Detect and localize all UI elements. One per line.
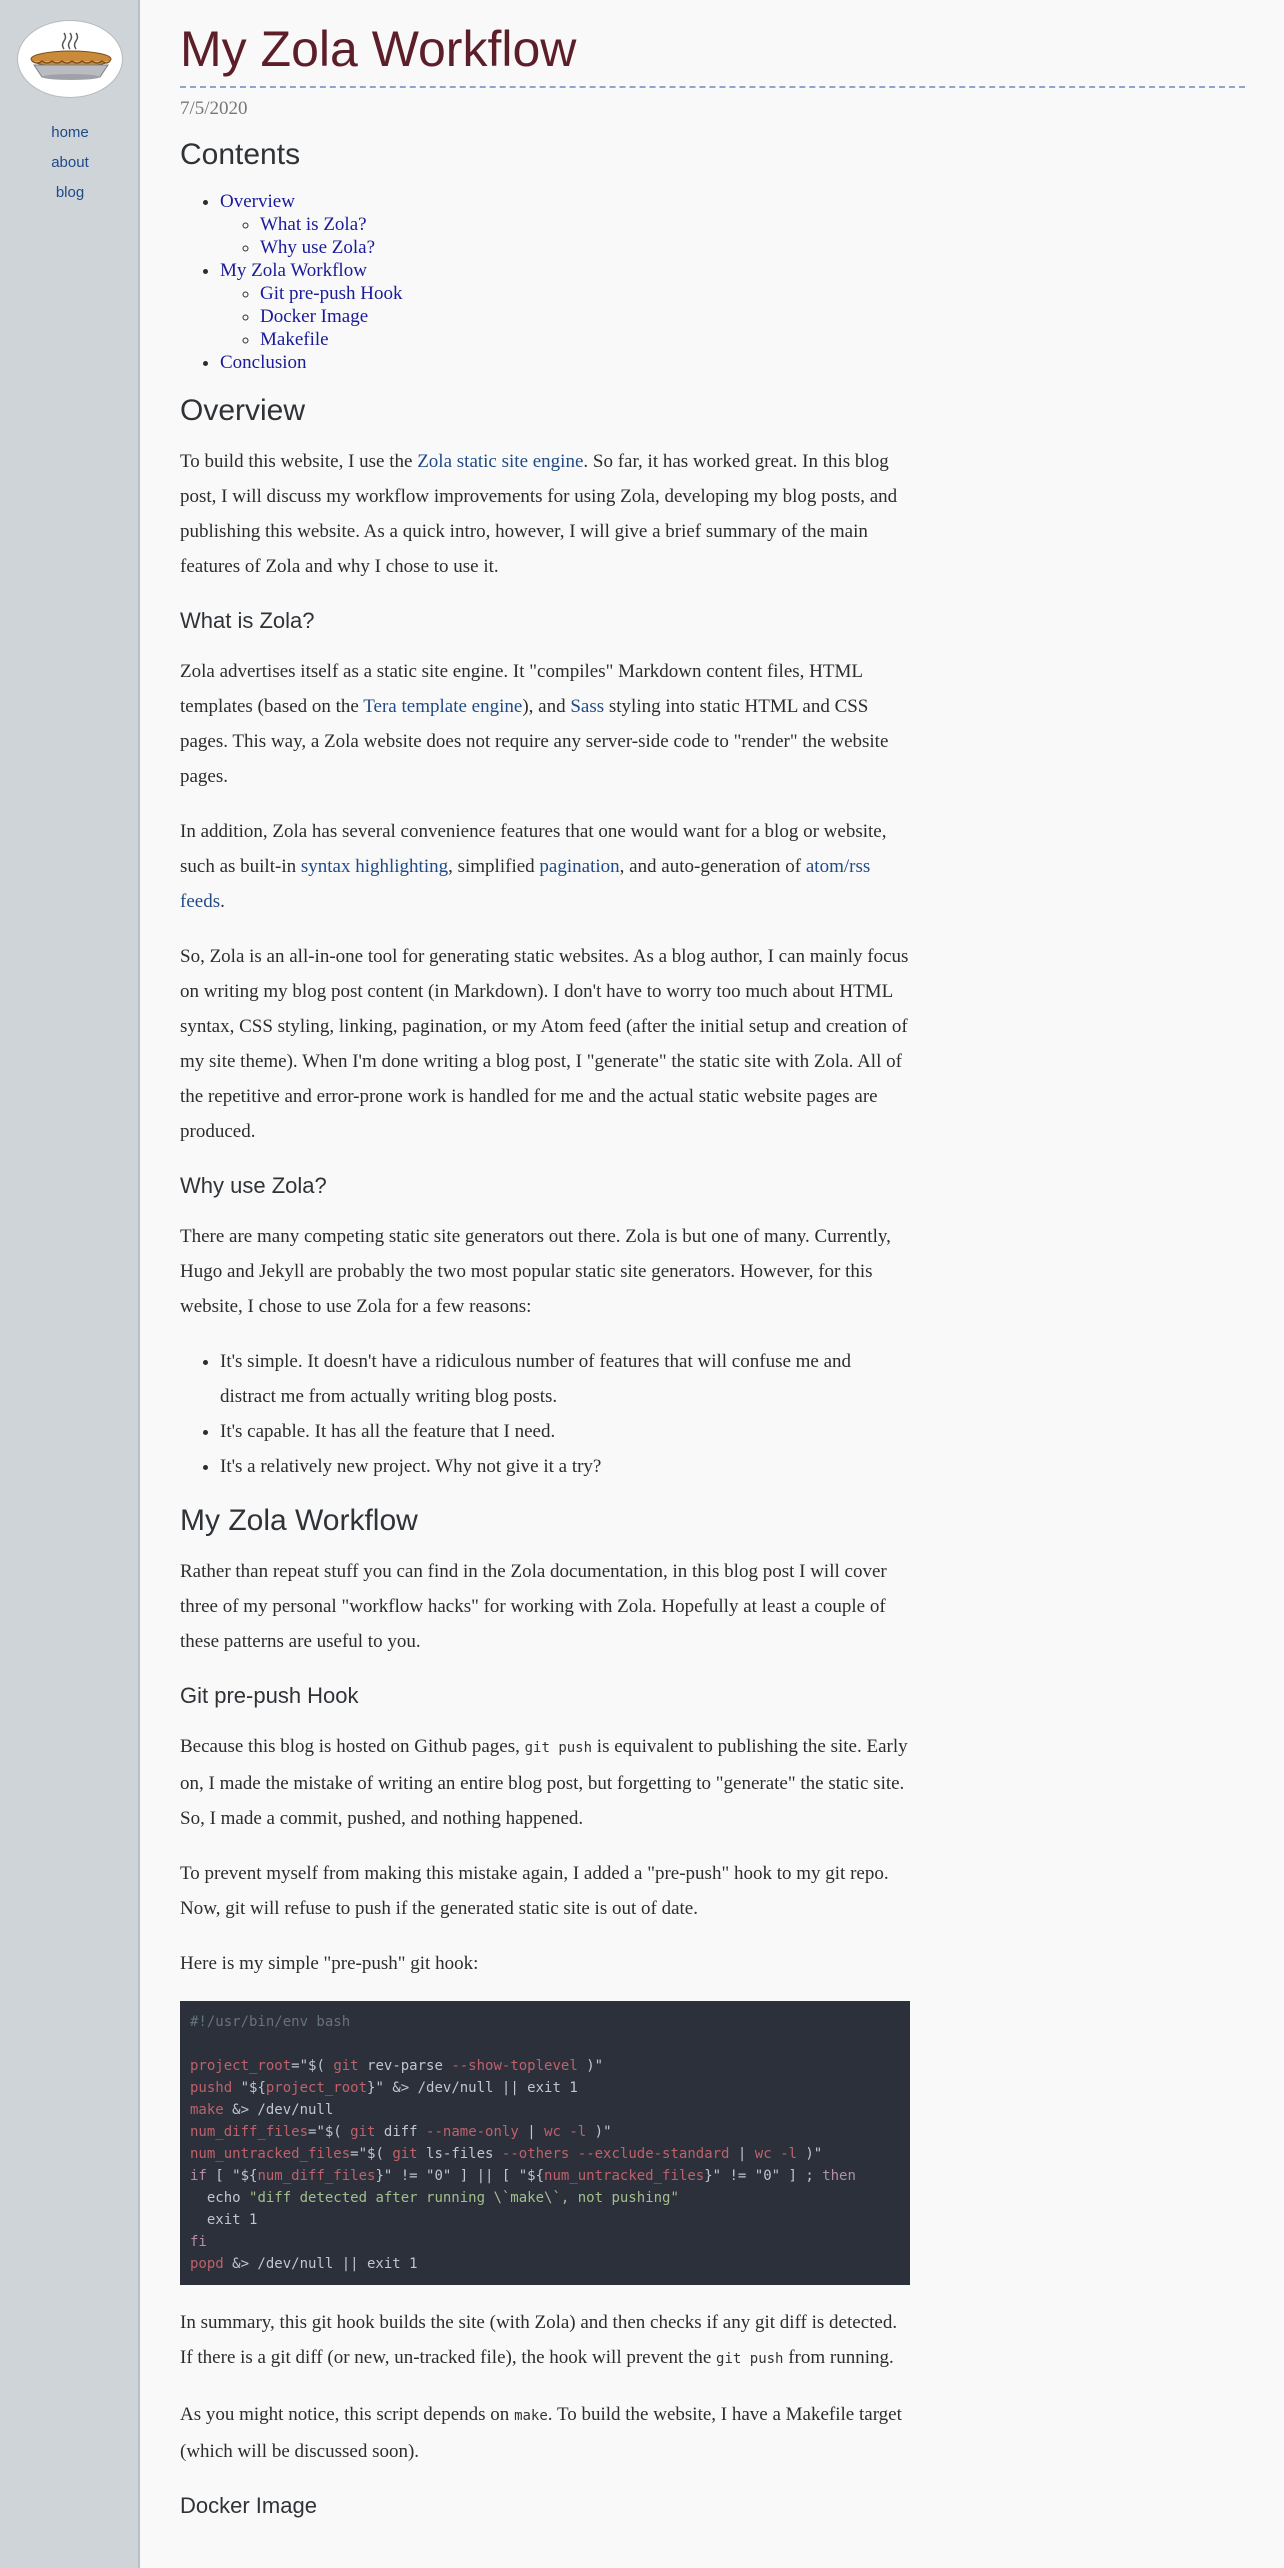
inline-code: make — [514, 2408, 548, 2424]
atom-rss-feeds-link[interactable]: atom/rss feeds — [180, 856, 871, 912]
pagination-link[interactable]: pagination — [539, 856, 620, 877]
toc-link-conclusion[interactable]: Conclusion — [220, 352, 307, 373]
git-hook-paragraph-5: As you might notice, this script depends on make. To build the website, I have a Makefile target (which will be discussed soon). — [180, 2404, 902, 2462]
post-content — [180, 0, 1245, 2519]
article-body — [180, 394, 910, 2519]
overview-paragraph: To build this website, I use the Zola static site engine. So far, it has worked great. In this blog post, I will discuss my workflow improvements for using Zola, developing my blog posts, and publishing this website. As a quick intro, however, I will give a brief summary of the main features of Zola and why I chose to use it. — [180, 451, 898, 577]
why-use-zola-heading: Why use Zola? — [180, 1173, 327, 1198]
inline-code: git push — [716, 2351, 784, 2367]
reasons-list — [180, 1344, 910, 1484]
git-hook-heading: Git pre-push Hook — [180, 1683, 359, 1708]
sidebar — [0, 0, 140, 2568]
git-hook-paragraph-3: Here is my simple "pre-push" git hook: — [180, 1953, 479, 1974]
toc-item — [260, 213, 1245, 236]
list-item: • It's simple. It doesn't have a ridiculous number of features that will confuse me and distract me from actually writing blog posts. — [220, 1344, 910, 1414]
post-title: My Zola Workflow — [180, 0, 1245, 88]
what-is-paragraph-2: In addition, Zola has several convenience features that one would want for a blog or website, such as built-in syntax highlighting, simplified pagination, and auto-generation of atom/rss feeds. — [180, 821, 887, 912]
workflow-paragraph: Rather than repeat stuff you can find in the Zola documentation, in this blog post I will cover three of my personal "workflow hacks" for working with Zola. Hopefully at least a couple of these patterns are useful to you. — [180, 1561, 887, 1652]
tera-link[interactable]: Tera template engine — [363, 696, 523, 717]
toc-link-what-is-zola[interactable]: What is Zola? — [260, 214, 367, 235]
sass-link[interactable]: Sass — [570, 696, 605, 717]
what-is-paragraph-3: So, Zola is an all-in-one tool for generating static websites. As a blog author, I can mainly focus on writing my blog post content (in Markdown). I don't have to worry too much about HTML syntax, CSS styling, linking, pagination, or my Atom feed (after the initial setup and creation of my site theme). When I'm done writing a blog post, I "generate" the static site with Zola. All of the repetitive and error-prone work is handled for me and the actual static website pages are produced. — [180, 946, 909, 1142]
toc-item — [220, 190, 1245, 259]
git-hook-paragraph-4: In summary, this git hook builds the site (with Zola) and then checks if any git diff is detected. If there is a git diff (or new, un-tracked file), the hook will prevent the git push from running. — [180, 2312, 898, 2368]
docker-heading: Docker Image — [180, 2493, 317, 2518]
table-of-contents — [180, 190, 1245, 374]
syntax-highlighting-link[interactable]: syntax highlighting — [300, 856, 449, 877]
toc-heading: Contents — [180, 138, 301, 171]
git-hook-paragraph-2: To prevent myself from making this mistake again, I added a "pre-push" hook to my git repo. Now, git will refuse to push if the generated static site is out of date. — [180, 1863, 889, 1919]
toc-item — [220, 351, 1245, 374]
workflow-heading: My Zola Workflow — [180, 1504, 418, 1537]
nav-blog-link[interactable]: blog — [55, 184, 85, 201]
toc-link-workflow[interactable]: My Zola Workflow — [220, 260, 367, 281]
site-logo[interactable] — [17, 20, 123, 98]
nav-about-link[interactable]: about — [51, 154, 89, 171]
git-hook-paragraph-1: Because this blog is hosted on Github pages, git push is equivalent to publishing the site. Early on, I made the mistake of writing an entire blog post, but forgetting to "generate" the static site. So, I made a commit, pushed, and nothing happened. — [180, 1736, 908, 1829]
pie-icon — [18, 21, 124, 99]
inline-code: git push — [524, 1740, 593, 1756]
why-use-paragraph: There are many competing static site generators out there. Zola is but one of many. Currently, Hugo and Jekyll are probably the two most popular static site generators. However, for this website, I chose to use Zola for a few reasons: — [180, 1226, 891, 1317]
what-is-paragraph-1: Zola advertises itself as a static site engine. It "compiles" Markdown content files, HTML templates (based on the Tera template engine), and Sass styling into static HTML and CSS pages. This way, a Zola website does not require any server-side code to "render" the website pages. — [180, 661, 889, 787]
toc-item — [260, 305, 1245, 328]
toc-item — [260, 236, 1245, 259]
toc-link-docker[interactable]: Docker Image — [260, 306, 369, 327]
overview-heading: Overview — [180, 394, 306, 427]
list-item: • It's capable. It has all the feature that I need. — [220, 1414, 910, 1449]
toc-item — [260, 328, 1245, 351]
toc-item — [220, 259, 1245, 351]
toc-link-makefile[interactable]: Makefile — [260, 329, 329, 350]
post-date: 7/5/2020 — [180, 98, 248, 119]
toc-item — [260, 282, 1245, 305]
site-nav — [0, 122, 140, 212]
toc-link-overview[interactable]: Overview — [220, 191, 295, 212]
toc-link-why-use-zola[interactable]: Why use Zola? — [260, 237, 376, 258]
zola-link[interactable]: Zola static site engine — [417, 451, 584, 472]
nav-home-link[interactable]: home — [51, 124, 89, 141]
toc-link-git-hook[interactable]: Git pre-push Hook — [260, 283, 403, 304]
what-is-zola-heading: What is Zola? — [180, 608, 315, 633]
code-block[interactable]: #!/usr/bin/env bash project_root="$( git rev-parse --show-toplevel )" pushd "${project_root}" &> /dev/null || exit 1 make &> /dev/null num_diff_files="$( git diff --name-only | wc -l )" num_untracked_files="$( git ls-files --others --exclude-standard | wc -l )" if [ "${num_diff_files}" != "0" ] || [ "${num_untracked_files}" != "0" ] ; then echo "diff detected after running \`make\`, not pushing" exit 1 fi popd &> /dev/null || exit 1 — [180, 2001, 910, 2285]
list-item: • It's a relatively new project. Why not give it a try? — [220, 1449, 910, 1484]
